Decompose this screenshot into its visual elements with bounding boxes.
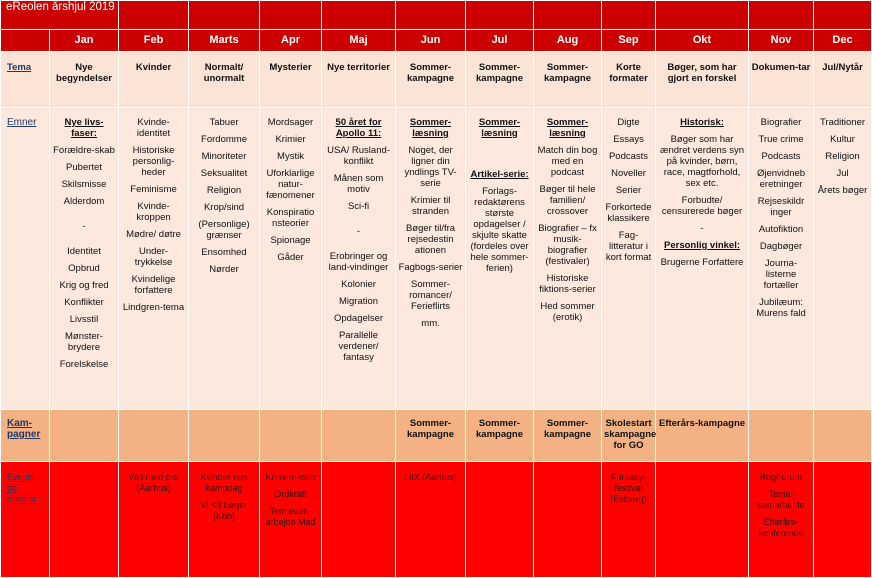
emner-item: Fagbogs-serier [398, 262, 463, 273]
tema-jan: Nye begyndelser [50, 52, 119, 108]
month-header-marts: Marts [189, 30, 260, 52]
emner-maj [322, 108, 396, 410]
emner-item: Religion [206, 185, 242, 196]
event-item: Efterårs-konference [758, 517, 804, 538]
kampagne-maj [322, 410, 396, 462]
spacer [468, 161, 531, 169]
emner-item: Opbrud [68, 263, 100, 274]
emner-item: Forkortede klassikere [605, 202, 652, 224]
tema-aug: Sommer-kampagne [534, 52, 602, 108]
events-maj [322, 462, 396, 578]
events-nov [749, 462, 814, 578]
kampagne-sep: Skolestart skampagne for GO [602, 410, 656, 462]
month-header-jun: Jun [396, 30, 466, 52]
emner-item: True crime [758, 134, 804, 145]
emner-item: - [82, 221, 86, 232]
spacer [324, 243, 393, 251]
events-sep [602, 462, 656, 578]
emner-heading: 50 året for Apollo 11: [335, 117, 382, 139]
emner-item: Historiske personlig-heder [132, 145, 175, 178]
tema-apr: Mysterier [260, 52, 322, 108]
event-item: Vild med ord (Aarhus) [128, 472, 179, 493]
emner-item: Noveller [611, 168, 646, 179]
emner-subheading: Artikel-serie: [470, 169, 529, 180]
emner-item: Forældre-skab [53, 145, 115, 156]
emner-jul [466, 108, 534, 410]
emner-item: Journa-listerne fortæller [763, 258, 799, 291]
spacer [468, 145, 531, 153]
event-item: LitX (Aarhus) [404, 472, 457, 482]
emner-item: Månen som motiv [333, 173, 384, 195]
emner-item: Dagbøger [759, 241, 803, 252]
kampagne-apr [260, 410, 322, 462]
events-feb [119, 462, 189, 578]
emner-item: Kvinde-kroppen [136, 201, 171, 223]
emner-item: Mønster-brydere [65, 331, 103, 353]
kampagne-jul: Sommer-kampagne [466, 410, 534, 462]
emner-sep [602, 108, 656, 410]
emner-item: Minoriteter [201, 151, 247, 162]
emner-item: Podcasts [761, 151, 801, 162]
emner-item: Forelskelse [59, 359, 109, 370]
event-item: Temasam-arbejde Mad [265, 506, 316, 527]
emner-okt [656, 108, 749, 410]
emner-item: Øjenvidneb eretninger [756, 168, 806, 190]
event-item: Vi <3 bøger (Kbh) [200, 500, 248, 521]
emner-feb [119, 108, 189, 410]
events-jul [466, 462, 534, 578]
emner-item: Biografier [760, 117, 802, 128]
emner-item: USA/ Rusland-konflikt [327, 145, 390, 167]
emner-item: Konspiratio nsteorier [266, 207, 315, 229]
event-item: BogForum [760, 472, 803, 482]
emner-subheading: Personlig vinkel: [664, 240, 741, 251]
spacer [52, 213, 116, 221]
tema-jun: Sommer-kampagne [396, 52, 466, 108]
emner-item: Mystik [277, 151, 304, 162]
emner-item: Konflikter [64, 297, 104, 308]
emner-dec [814, 108, 872, 410]
row-label-emner: Emner [1, 108, 50, 410]
emner-heading: Sommer-læsning [478, 117, 521, 139]
events-marts [189, 462, 260, 578]
events-okt [656, 462, 749, 578]
emner-item: - [700, 223, 704, 234]
emner-item: Livsstil [69, 314, 99, 325]
spacer [468, 153, 531, 161]
emner-item: Mordsager [267, 117, 314, 128]
row-label-events: Events og messer [1, 462, 50, 578]
emner-jun [396, 108, 466, 410]
emner-item: Autofiktion [758, 224, 804, 235]
emner-item: Jul [836, 168, 849, 179]
event-item: Fantasy-festival (Esbjerg) [610, 472, 647, 504]
emner-item: Opdagelser [333, 313, 384, 324]
emner-item: Feminisme [130, 184, 177, 195]
emner-item: Kvindelige forfattere [131, 274, 176, 296]
kampagne-feb [119, 410, 189, 462]
month-header-apr: Apr [260, 30, 322, 52]
emner-item: Nørder [209, 264, 239, 275]
emner-item: Identitet [67, 246, 101, 257]
emner-marts [189, 108, 260, 410]
month-header-nov: Nov [749, 30, 814, 52]
emner-item: Match din bog med en podcast [537, 145, 598, 178]
month-header-maj: Maj [322, 30, 396, 52]
emner-nov [749, 108, 814, 410]
emner-apr [260, 108, 322, 410]
kampagne-dec [814, 410, 872, 462]
tema-okt: Bøger, som har gjort en forskel [656, 52, 749, 108]
emner-item: Fag-litteratur i kort format [605, 230, 652, 263]
month-header-okt: Okt [656, 30, 749, 52]
emner-item: Krimier til stranden [410, 195, 451, 217]
month-header-dec: Dec [814, 30, 872, 52]
emner-item: Jubilæum: Murens fald [756, 297, 806, 319]
tema-feb: Kvinder [119, 52, 189, 108]
emner-item: Krig og fred [59, 280, 109, 291]
spacer [52, 238, 116, 246]
emner-heading: Sommer-læsning [546, 117, 589, 139]
emner-item: Forlags-redaktørens største opdagelser / skjulte skatte (fordeles over hele sommer-ferien) [470, 186, 529, 274]
emner-item: Alderdom [63, 196, 105, 207]
emner-item: Lindgren-tema [122, 302, 185, 313]
emner-item: Kvinde-identitet [136, 117, 171, 139]
emner-item: Krop/sind [203, 202, 245, 213]
emner-item: Rejseskildr inger [757, 196, 805, 218]
events-apr [260, 462, 322, 578]
emner-item: Migration [338, 296, 379, 307]
emner-item: Krimier [275, 134, 306, 145]
emner-item: Historiske fiktions-serier [539, 273, 596, 295]
emner-item: Fordomme [201, 134, 247, 145]
event-item: Kvinder nes kampdag [200, 472, 248, 493]
event-item: Krimi-messe [265, 472, 316, 482]
row-label-tema: Tema [1, 52, 50, 108]
tema-sep: Korte formater [602, 52, 656, 108]
tema-maj: Nye territorier [322, 52, 396, 108]
emner-item: Sci-fi [347, 201, 370, 212]
emner-item: Biografier – fx musik-biografier (festivaler) [538, 223, 597, 267]
emner-item: Forbudte/ censurerede bøger [661, 195, 743, 217]
kampagne-jan [50, 410, 119, 462]
emner-item: Bøger til hele familien/ crossover [539, 184, 596, 217]
emner-jan [50, 108, 119, 410]
emner-item: Seksualitet [200, 168, 248, 179]
emner-item: Spionage [270, 235, 311, 246]
emner-item: Hed sommer (erotik) [540, 301, 595, 323]
emner-item: Noget, der ligner din yndlings TV-serie [404, 145, 457, 189]
tema-dec: Jul/Nytår [814, 52, 872, 108]
kampagne-marts [189, 410, 260, 462]
events-jun [396, 462, 466, 578]
emner-item: Essays [613, 134, 644, 145]
tema-jul: Sommer-kampagne [466, 52, 534, 108]
emner-item: Ensomhed [201, 247, 247, 258]
emner-item: Uforklarlige natur-fænomener [266, 168, 315, 201]
tema-marts: Normalt/ unormalt [189, 52, 260, 108]
emner-item: Skilsmisse [61, 179, 107, 190]
emner-item: Erobringer og land-vindinger [328, 251, 389, 273]
emner-item: Mødre/ døtre [126, 229, 181, 240]
kampagne-nov [749, 410, 814, 462]
emner-item: Bøger som har ændret verdens syn på kvinder, børn, race, magtforhold, sex etc. [660, 134, 744, 189]
row-label-kampagner: Kam-pagner [1, 410, 50, 462]
events-aug [534, 462, 602, 578]
emner-item: Religion [825, 151, 860, 162]
emner-item: Parallelle verdener/ fantasy [338, 330, 379, 363]
emner-item: Årets bøger [817, 185, 868, 196]
emner-item: Serier [615, 185, 642, 196]
emner-item: Under-trykkelse [134, 246, 173, 268]
emner-item: Kultur [830, 134, 855, 145]
emner-item: Digte [617, 117, 640, 128]
corner-cell [1, 30, 50, 52]
emner-item: Gåder [277, 252, 304, 263]
kampagne-jun: Sommer-kampagne [396, 410, 466, 462]
emner-heading: Nye livs-faser: [64, 117, 104, 139]
emner-aug [534, 108, 602, 410]
emner-item: Traditioner [819, 117, 866, 128]
event-item: Tema-samarbejde [757, 489, 805, 510]
emner-item: - [356, 226, 361, 237]
emner-item: Pubertet [66, 162, 102, 173]
emner-item: Kolonier [341, 279, 376, 290]
spacer [324, 218, 393, 226]
kampagne-aug: Sommer-kampagne [534, 410, 602, 462]
emner-item: Podcasts [608, 151, 649, 162]
month-header-sep: Sep [602, 30, 656, 52]
emner-item: Brugerne Forfattere [660, 257, 744, 268]
month-header-jul: Jul [466, 30, 534, 52]
emner-item: (Personlige) grænser [198, 219, 250, 241]
month-header-feb: Feb [119, 30, 189, 52]
emner-item: Bøger til/fra rejsedestin ationen [405, 223, 456, 256]
emner-item: Tabuer [209, 117, 239, 128]
tema-nov: Dokumen-tar [749, 52, 814, 108]
kampagne-okt: Efterårs-kampagne [656, 410, 749, 462]
emner-heading: Historisk: [680, 117, 724, 128]
emner-item: mm. [421, 318, 440, 329]
events-jan [50, 462, 119, 578]
month-header-jan: Jan [50, 30, 119, 52]
month-header-aug: Aug [534, 30, 602, 52]
emner-heading: Sommer-læsning [409, 117, 452, 139]
emner-item: Sommer-romancer/ Ferieflirts [409, 279, 452, 312]
event-item: Ordkraft [274, 489, 307, 499]
events-dec [814, 462, 872, 578]
page-title: eReolen årshjul 2019 [1, 1, 119, 30]
